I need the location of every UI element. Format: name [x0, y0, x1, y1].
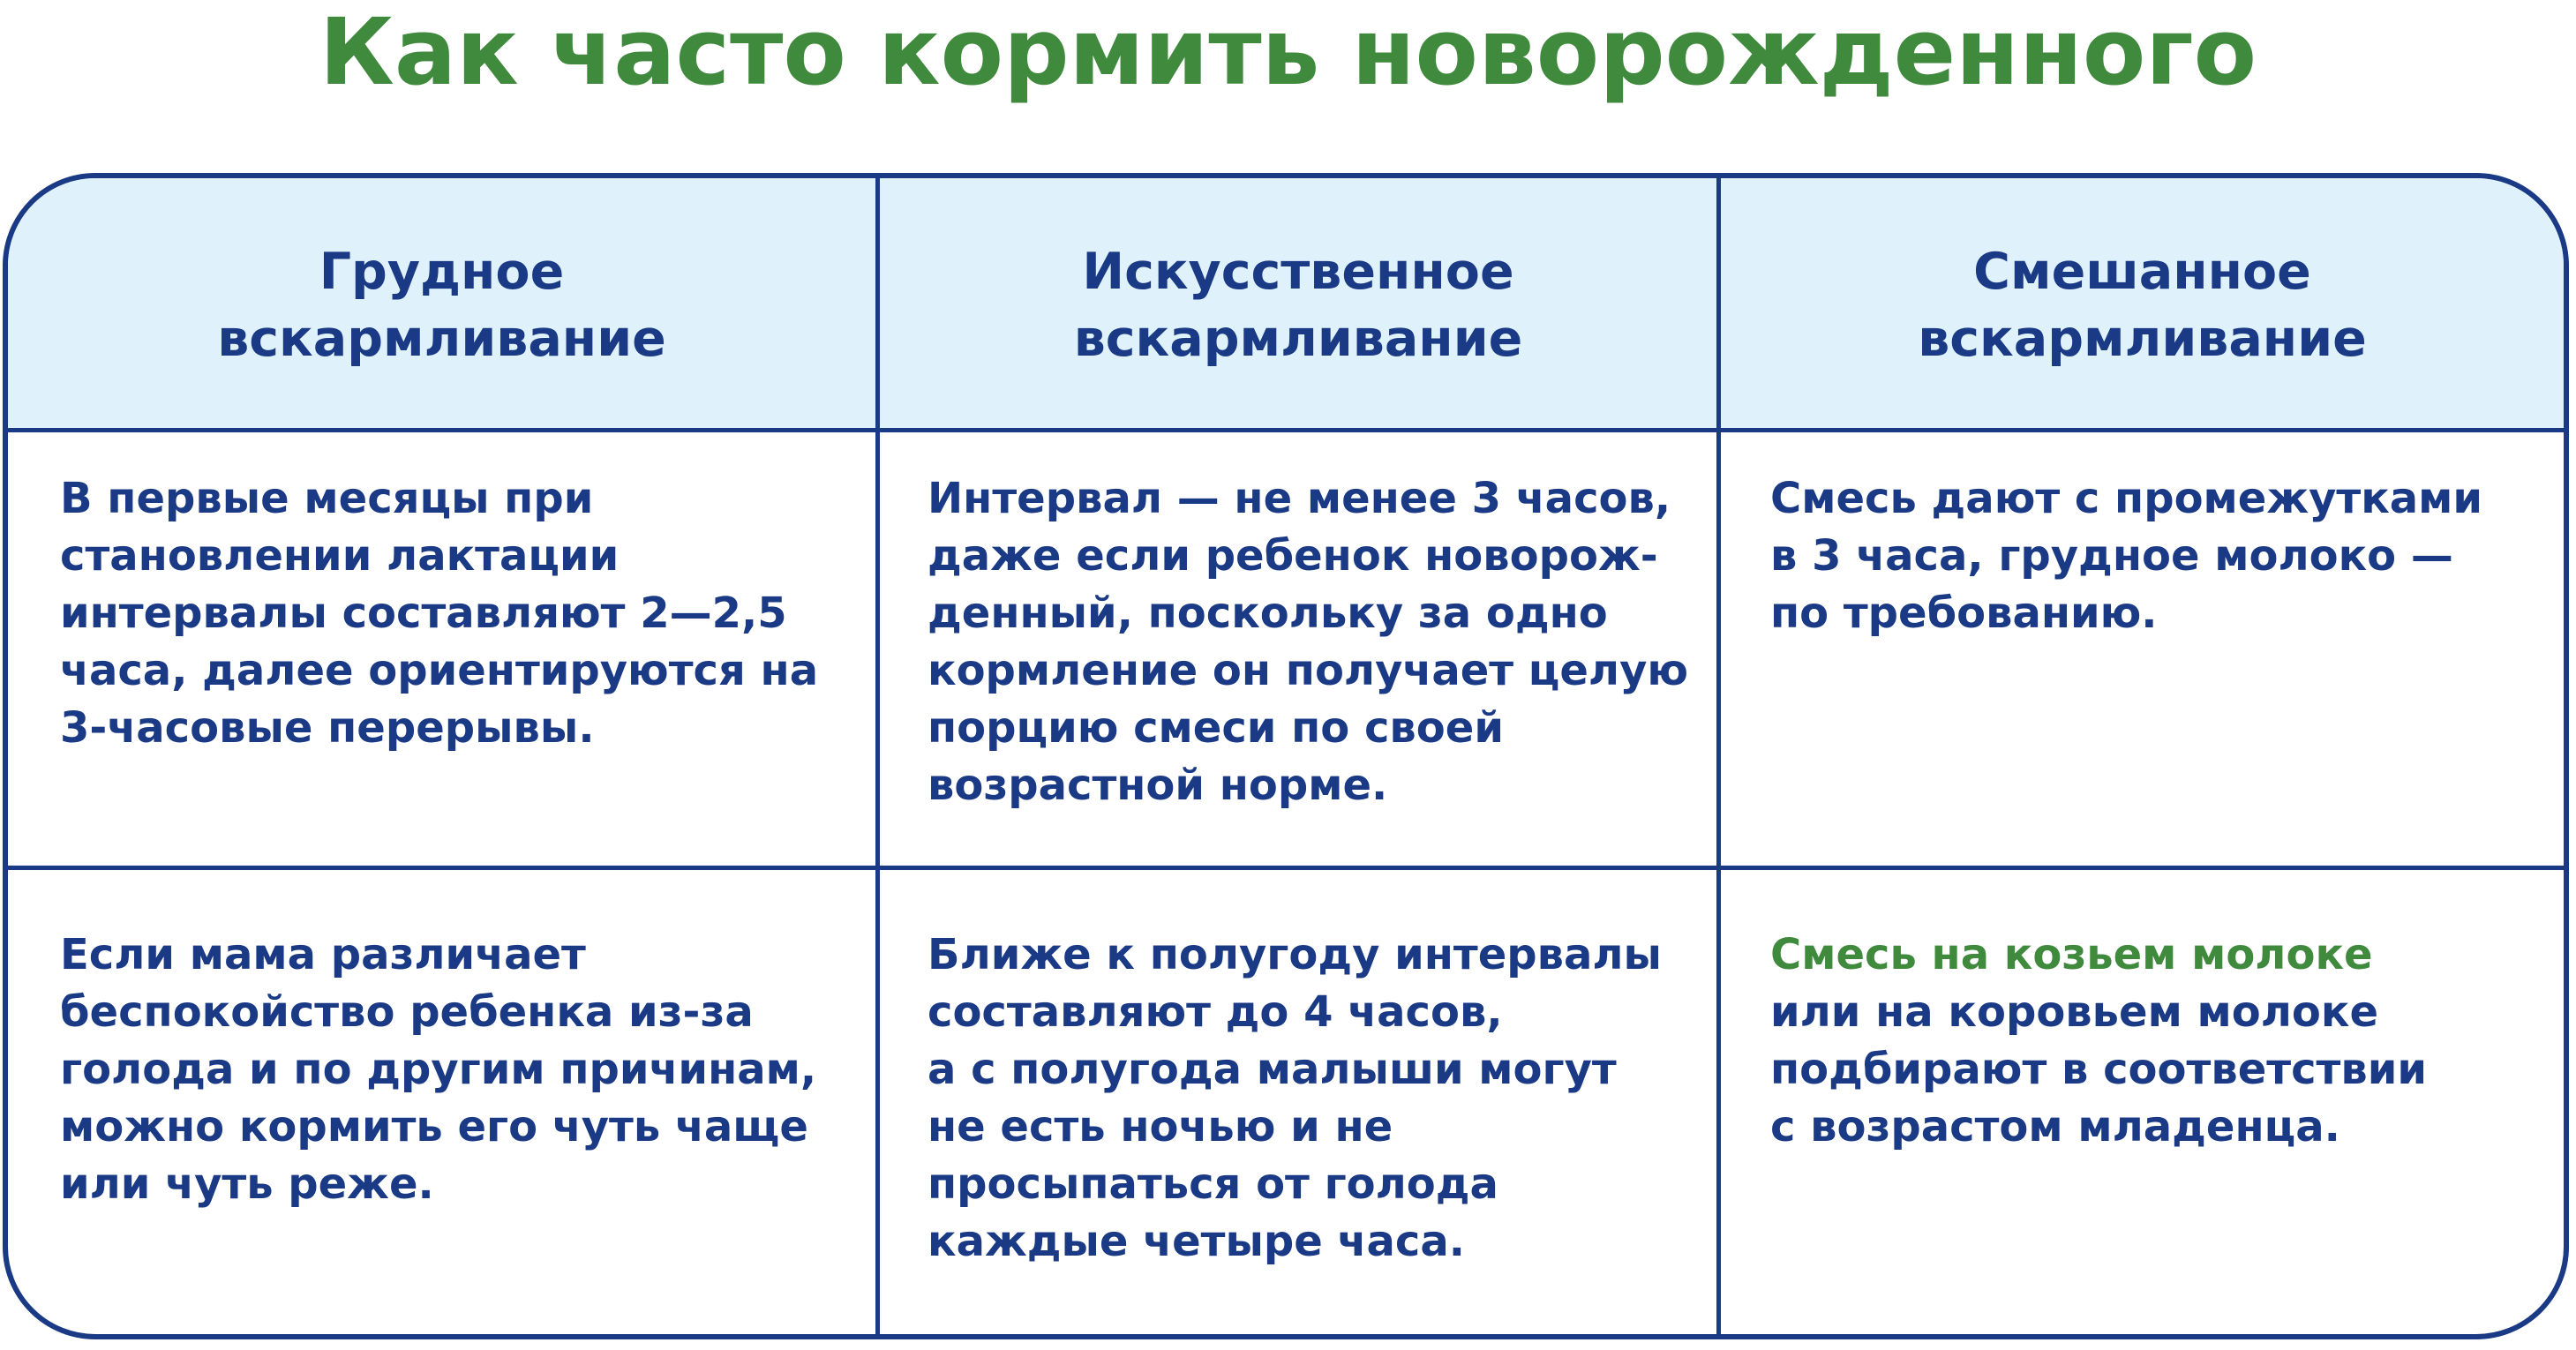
text-line: становлении лактации: [60, 531, 620, 581]
header-line: Искусственное: [1082, 243, 1514, 301]
text-line: даже если ребенок новорож-: [928, 531, 1658, 581]
cell-row2-mixed: [1770, 926, 2427, 1156]
text-line: по требованию.: [1770, 589, 2158, 638]
text-line: просыпаться от голода: [928, 1159, 1498, 1209]
text-line: подбирают в соответствии: [1770, 1045, 2427, 1094]
text-line: 3-часовые перерывы.: [60, 703, 595, 753]
cell-row1-breastfeeding: [60, 470, 818, 757]
text-line: голода и по другим причинам,: [60, 1045, 817, 1094]
text-line: Ближе к полугоду интервалы: [928, 930, 1662, 979]
text-line: с возрастом младенца.: [1770, 1102, 2340, 1151]
header-line: Грудное: [319, 243, 565, 301]
text-line: часа, далее ориентируются на: [60, 646, 819, 695]
text-line: беспокойство ребенка из-за: [60, 987, 754, 1037]
header-line: вскармливание: [1918, 310, 2367, 368]
text-line: можно кормить его чуть чаще: [60, 1102, 808, 1151]
text-line: интервалы составляют 2—2,5: [60, 589, 787, 638]
text-line: составляют до 4 часов,: [928, 987, 1503, 1037]
text-line: не есть ночью и не: [928, 1102, 1393, 1151]
feeding-table: [3, 173, 2569, 1339]
page-title: Как часто кормить новорожденного: [319, 0, 2257, 106]
text-line: или на коровьем молоке: [1770, 987, 2378, 1037]
header-line: вскармливание: [217, 310, 666, 368]
text-line-highlight: Смесь на козьем молоке: [1770, 930, 2373, 979]
text-line: кормление он получает целую: [928, 646, 1689, 695]
text-line: Смесь дают с промежутками: [1770, 474, 2483, 523]
text-line: или чуть реже.: [60, 1159, 434, 1209]
text-line: денный, поскольку за одно: [928, 589, 1608, 638]
text-line: Если мама различает: [60, 930, 586, 979]
header-line: вскармливание: [1073, 310, 1523, 368]
row-divider: [8, 866, 2564, 870]
text-line: Интервал — не менее 3 часов,: [928, 474, 1671, 523]
cell-row1-mixed: [1770, 470, 2482, 642]
cell-row1-artificial: [928, 470, 1688, 814]
cell-row2-artificial: [928, 926, 1662, 1271]
text-line: каждые четыре часа.: [928, 1217, 1465, 1266]
text-line: порцию смеси по своей: [928, 703, 1504, 753]
header-mixed-feeding: [1721, 178, 2564, 432]
text-line: возрастной норме.: [928, 761, 1388, 810]
header-line: Смешанное: [1973, 243, 2311, 301]
text-line: а с полугода малыши могут: [928, 1045, 1617, 1094]
header-breastfeeding: [8, 178, 875, 432]
text-line: В первые месяцы при: [60, 474, 594, 523]
cell-row2-breastfeeding: [60, 926, 816, 1213]
header-artificial-feeding: [880, 178, 1716, 432]
text-line: в 3 часа, грудное молоко —: [1770, 531, 2453, 581]
